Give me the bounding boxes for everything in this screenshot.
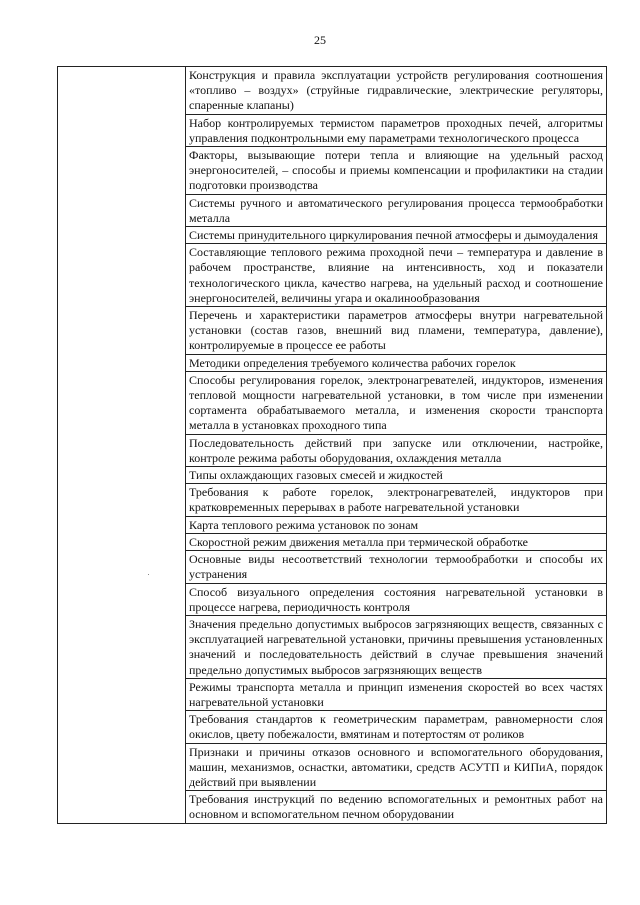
list-item: Перечень и характеристики параметров атмосферы внутри нагревательной установки (состав газов, внешний вид пламени, температура, давление), контролируемые в процессе ее работы <box>186 307 606 355</box>
list-item: Карта теплового режима установок по зонам <box>186 517 606 534</box>
list-item: Набор контролируемых термистом параметров проходных печей, алгоритмы управления подконтрольными ему параметрами технологического процесса <box>186 115 606 147</box>
list-item: Основные виды несоответствий технологии термообработки и способы их устранения <box>186 551 606 583</box>
list-item: Составляющие теплового режима проходной печи – температура и давление в рабочем пространстве, влияние на интенсивность, ход и показатели технологического цикла, качество нагрева, на удельный расход и соотношение энергоносителей, величины угара и окалинообразования <box>186 244 606 307</box>
scan-artifact <box>148 574 149 575</box>
list-item: Способ визуального определения состояния нагревательной установки в процессе нагрева, периодичность контроля <box>186 584 606 616</box>
list-item: Требования к работе горелок, электронагревателей, индукторов при кратковременных перерывах в работе нагревательной установки <box>186 484 606 516</box>
list-item: Методики определения требуемого количества рабочих горелок <box>186 355 606 372</box>
list-item: Режимы транспорта металла и принцип изменения скоростей во всех частях нагревательной установки <box>186 679 606 711</box>
list-item: Требования инструкций по ведению вспомогательных и ремонтных работ на основном и вспомогательном печном оборудовании <box>189 792 603 822</box>
list-item: Требования стандартов к геометрическим параметрам, равномерности слоя окислов, цвету побежалости, вмятинам и потертостям от роликов <box>186 711 606 743</box>
list-item: Системы принудительного циркулирования печной атмосферы и дымоудаления <box>186 227 606 244</box>
list-item: Системы ручного и автоматического регулирования процесса термообработки металла <box>186 195 606 227</box>
page-number: 25 <box>314 33 326 47</box>
requirements-table <box>57 66 607 824</box>
knowledge-list-cell <box>186 67 607 824</box>
list-item: Последовательность действий при запуске или отключении, настройке, контроле режима работы оборудования, охлаждения металла <box>186 435 606 467</box>
list-item: Способы регулирования горелок, электронагревателей, индукторов, изменения тепловой мощности нагревательной установки, в том числе при изменении сортамента обрабатываемого металла, и изменения скорости транспорта металла в установках проходного типа <box>186 372 606 435</box>
list-item: Признаки и причины отказов основного и вспомогательного оборудования, машин, механизмов, оснастки, автоматики, средств АСУТП и КИПиА, порядок действий при выявлении <box>186 744 606 792</box>
list-item: Скоростной режим движения металла при термической обработке <box>186 534 606 551</box>
table-row <box>58 67 607 824</box>
empty-label-cell <box>58 67 186 824</box>
list-item: Конструкция и правила эксплуатации устройств регулирования соотношения «топливо – воздух» (струйные гидравлические, электрические регуляторы, спаренные клапаны) <box>186 67 606 115</box>
list-item: Типы охлаждающих газовых смесей и жидкостей <box>186 467 606 484</box>
list-item: Факторы, вызывающие потери тепла и влияющие на удельный расход энергоносителей, – способы и приемы компенсации и профилактики на стадии подготовки производства <box>186 147 606 195</box>
list-item: Значения предельно допустимых выбросов загрязняющих веществ, связанных с эксплуатацией нагревательной установки, причины превышения установленных значений и последовательность действий в случае превышения значений предельно допустимых выбросов загрязняющих веществ <box>186 616 606 679</box>
